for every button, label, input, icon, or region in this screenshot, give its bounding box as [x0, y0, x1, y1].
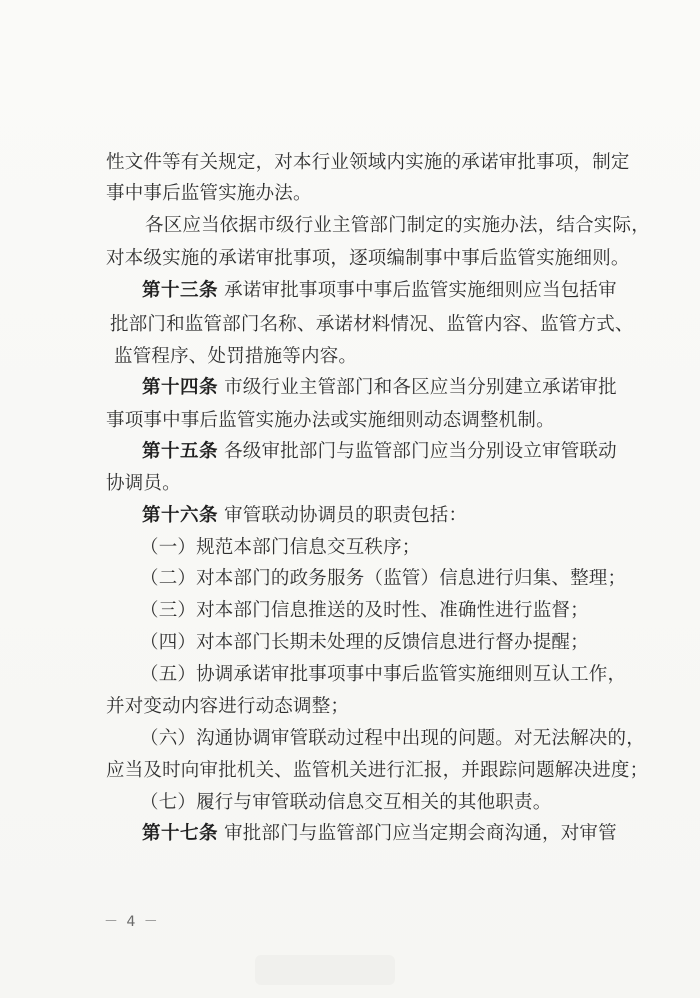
line-text: 各级审批部门与监管部门应当分别设立审管联动 [224, 441, 617, 462]
article-17 [142, 822, 617, 846]
article-number: 第十三条 [142, 280, 219, 301]
text-line-15 [140, 599, 589, 623]
text-line-21 [140, 791, 551, 815]
line-text: （一）规范本部门信息交互秩序； [140, 537, 421, 558]
line-text: 并对变动内容进行动态调整； [106, 696, 350, 717]
article-16 [142, 504, 467, 528]
article-number: 第十六条 [142, 505, 219, 526]
line-text: 对本级实施的承诺审批事项，逐项编制事中事后监管实施细则。 [106, 248, 630, 269]
line-text: （三）对本部门信息推送的及时性、准确性进行监督； [140, 600, 589, 621]
text-line-11 [106, 472, 181, 496]
text-line-6 [110, 313, 634, 337]
line-text: 市级行业主管部门和各区应当分别建立承诺审批 [224, 377, 617, 398]
text-line-16 [140, 631, 589, 655]
text-line-3 [145, 214, 650, 238]
line-text: 各区应当依据市级行业主管部门制定的实施办法，结合实际， [145, 215, 650, 236]
text-line-20 [106, 759, 648, 783]
text-line-17 [140, 663, 626, 687]
line-text: （七）履行与审管联动信息交互相关的其他职责。 [140, 792, 552, 813]
line-text: 性文件等有关规定，对本行业领域内实施的承诺审批事项，制定 [106, 152, 630, 173]
line-text: 审批部门与监管部门应当定期会商沟通，对审管 [224, 823, 617, 844]
page-number: － 4 － [104, 914, 160, 930]
text-line-4 [106, 247, 630, 271]
article-number: 第十五条 [142, 441, 219, 462]
text-line-13 [140, 536, 421, 560]
text-line-14 [140, 567, 626, 591]
text-line-9 [106, 409, 555, 433]
text-line-19 [140, 727, 645, 751]
line-text: （五）协调承诺审批事项事中事后监管实施细则互认工作， [140, 664, 627, 685]
text-line-7 [114, 345, 357, 369]
article-13 [142, 279, 617, 303]
text-line-2 [106, 182, 312, 206]
text-line-1 [106, 151, 630, 175]
text-line-18 [106, 695, 349, 719]
line-text: 应当及时向审批机关、监管机关进行汇报，并跟踪问题解决进度； [106, 760, 649, 781]
line-text: 审管联动协调员的职责包括： [224, 505, 468, 526]
line-text: 事项事中事后监管实施办法或实施细则动态调整机制。 [106, 410, 555, 431]
line-text: （六）沟通协调审管联动过程中出现的问题。对无法解决的， [140, 728, 645, 749]
article-15 [142, 440, 617, 464]
line-text: 事中事后监管实施办法。 [106, 183, 312, 204]
line-text: （二）对本部门的政务服务（监管）信息进行归集、整理； [140, 568, 627, 589]
line-text: 协调员。 [106, 473, 181, 494]
article-number: 第十七条 [142, 823, 219, 844]
line-text: 监管程序、处罚措施等内容。 [114, 346, 358, 367]
article-number: 第十四条 [142, 377, 219, 398]
article-14 [142, 376, 617, 400]
line-text: （四）对本部门长期未处理的反馈信息进行督办提醒； [140, 632, 589, 653]
line-text: 批部门和监管部门名称、承诺材料情况、监管内容、监管方式、 [110, 314, 634, 335]
scan-artifact [255, 955, 395, 985]
line-text: 承诺审批事项事中事后监管实施细则应当包括审 [224, 280, 617, 301]
